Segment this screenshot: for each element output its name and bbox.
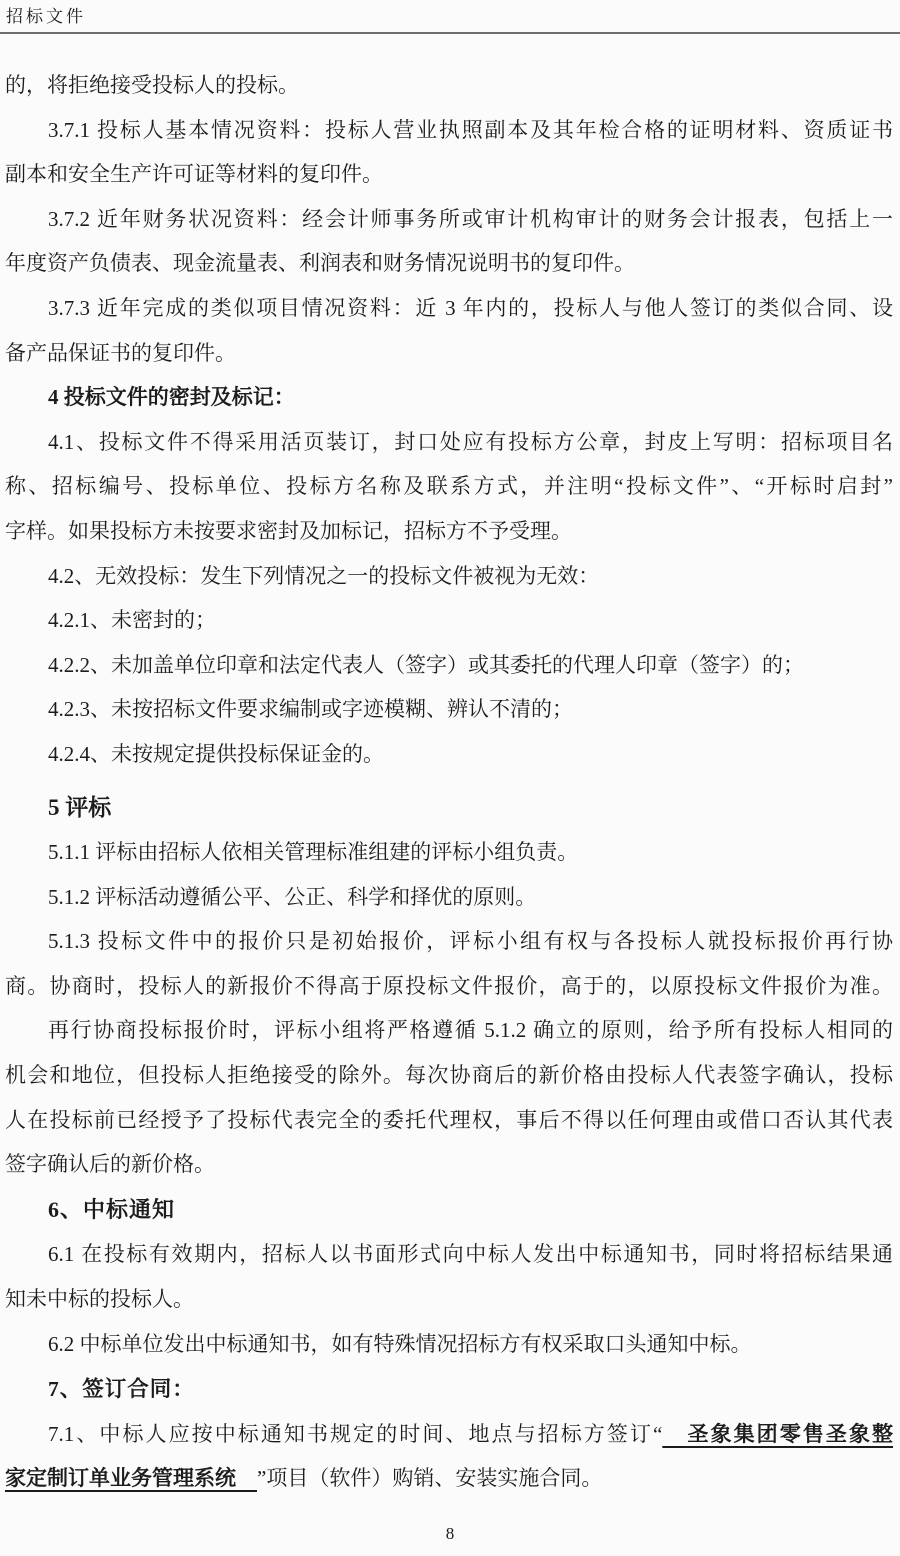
text-segment: 机会和地位，但投标人拒绝接受的除外。每次协商后的新价格由投标人代表签字确认，投标 [5, 1063, 893, 1088]
text-segment: 字样。如果投标方未按要求密封及加标记，招标方不予受理。 [5, 518, 572, 543]
text-segment: 6.1 在投标有效期内，招标人以书面形式向中标人发出中标通知书，同时将招标结果通 [48, 1242, 893, 1267]
text-line [5, 241, 893, 286]
page-footer [0, 1523, 900, 1545]
text-line [5, 875, 893, 920]
text-segment: 5 评标 [48, 794, 112, 820]
text-segment: 知未中标的投标人。 [5, 1287, 194, 1312]
text-line [5, 1008, 893, 1053]
text-segment: 4.2.3、未按招标文件要求编制或字迹模糊、辨认不清的； [48, 697, 573, 722]
text-segment: 签字确认后的新价格。 [5, 1152, 215, 1177]
underlined-project-name: 家定制订单业务管理系统 [5, 1466, 257, 1491]
text-segment: 年度资产负债表、现金流量表、利润表和财务情况说明书的复印件。 [5, 251, 635, 276]
text-line [5, 197, 893, 242]
text-segment: 4.1、投标文件不得采用活页装订，封口处应有投标方公章，封皮上写明：招标项目名 [48, 429, 893, 454]
text-line [5, 643, 893, 688]
document-header [6, 5, 900, 29]
header-title: 招标文件 [6, 7, 86, 26]
text-segment: ”项目（软件）购销、安装实施合同。 [257, 1466, 603, 1491]
text-line [5, 964, 893, 1009]
text-segment: 6、中标通知 [48, 1196, 176, 1222]
text-segment: 3.7.2 近年财务状况资料：经会计师事务所或审计机构审计的财务会计报表，包括上一 [48, 206, 893, 231]
text-line [5, 732, 893, 777]
text-segment: 称、招标编号、投标单位、投标方名称及联系方式，并注明“投标文件”、“开标时启封” [5, 474, 893, 499]
text-segment: 5.1.3 投标文件中的报价只是初始报价，评标小组有权与各投标人就投标报价再行协 [48, 929, 893, 954]
page-number: 8 [445, 1524, 455, 1543]
text-line [5, 1142, 893, 1187]
text-segment: 再行协商投标报价时，评标小组将严格遵循 5.1.2 确立的原则，给予所有投标人相同的 [48, 1018, 893, 1043]
text-segment: 4.2.4、未按规定提供投标保证金的。 [48, 741, 384, 766]
text-segment: 副本和安全生产许可证等材料的复印件。 [5, 162, 383, 187]
text-segment: 商。协商时，投标人的新报价不得高于原投标文件报价，高于的，以原投标文件报价为准。 [5, 973, 893, 998]
text-line [5, 830, 893, 875]
text-line [5, 919, 893, 964]
text-segment: 4 投标文件的密封及标记： [48, 385, 295, 410]
section-heading [5, 1367, 893, 1412]
text-line [5, 464, 893, 509]
text-segment: 7、签订合同： [48, 1377, 195, 1402]
section-heading [5, 786, 893, 831]
underlined-project-name: 圣象集团零售圣象整 [662, 1421, 894, 1446]
text-line [5, 1277, 893, 1322]
text-line [5, 1456, 893, 1501]
text-segment: 3.7.3 近年完成的类似项目情况资料：近 3 年内的，投标人与他人签订的类似合同、设 [48, 295, 893, 320]
text-segment: 5.1.1 评标由招标人依相关管理标准组建的评标小组负责。 [48, 840, 579, 865]
text-segment: 6.2 中标单位发出中标通知书，如有特殊情况招标方有权采取口头通知中标。 [48, 1331, 752, 1356]
text-line [5, 108, 893, 153]
text-line [5, 1053, 893, 1098]
header-divider [0, 32, 900, 34]
text-segment: 4.2、无效投标：发生下列情况之一的投标文件被视为无效： [48, 563, 600, 588]
document-body [5, 63, 893, 1501]
text-line [5, 420, 893, 465]
text-line [5, 286, 893, 331]
text-segment: 7.1、中标人应按中标通知书规定的时间、地点与招标方签订“ [48, 1421, 663, 1446]
text-segment: 4.2.2、未加盖单位印章和法定代表人（签字）或其委托的代理人印章（签字）的； [48, 652, 804, 677]
text-segment: 4.2.1、未密封的； [48, 608, 216, 633]
text-line [5, 1412, 893, 1457]
text-line [5, 1322, 893, 1367]
section-heading [5, 1188, 893, 1233]
text-line [5, 1232, 893, 1277]
text-line [5, 598, 893, 643]
text-line [5, 687, 893, 732]
text-line [5, 331, 893, 376]
text-line [5, 63, 893, 108]
text-line [5, 1098, 893, 1143]
text-segment: 5.1.2 评标活动遵循公平、公正、科学和择优的原则。 [48, 884, 537, 909]
text-line [5, 509, 893, 554]
text-line [5, 554, 893, 599]
text-line [5, 152, 893, 197]
text-segment: 备产品保证书的复印件。 [5, 340, 236, 365]
section-heading [5, 375, 893, 420]
text-segment: 3.7.1 投标人基本情况资料：投标人营业执照副本及其年检合格的证明材料、资质证书 [48, 117, 893, 142]
text-segment: 人在投标前已经授予了投标代表完全的委托代理权，事后不得以任何理由或借口否认其代表 [5, 1107, 893, 1132]
text-segment: 的，将拒绝接受投标人的投标。 [5, 73, 299, 97]
